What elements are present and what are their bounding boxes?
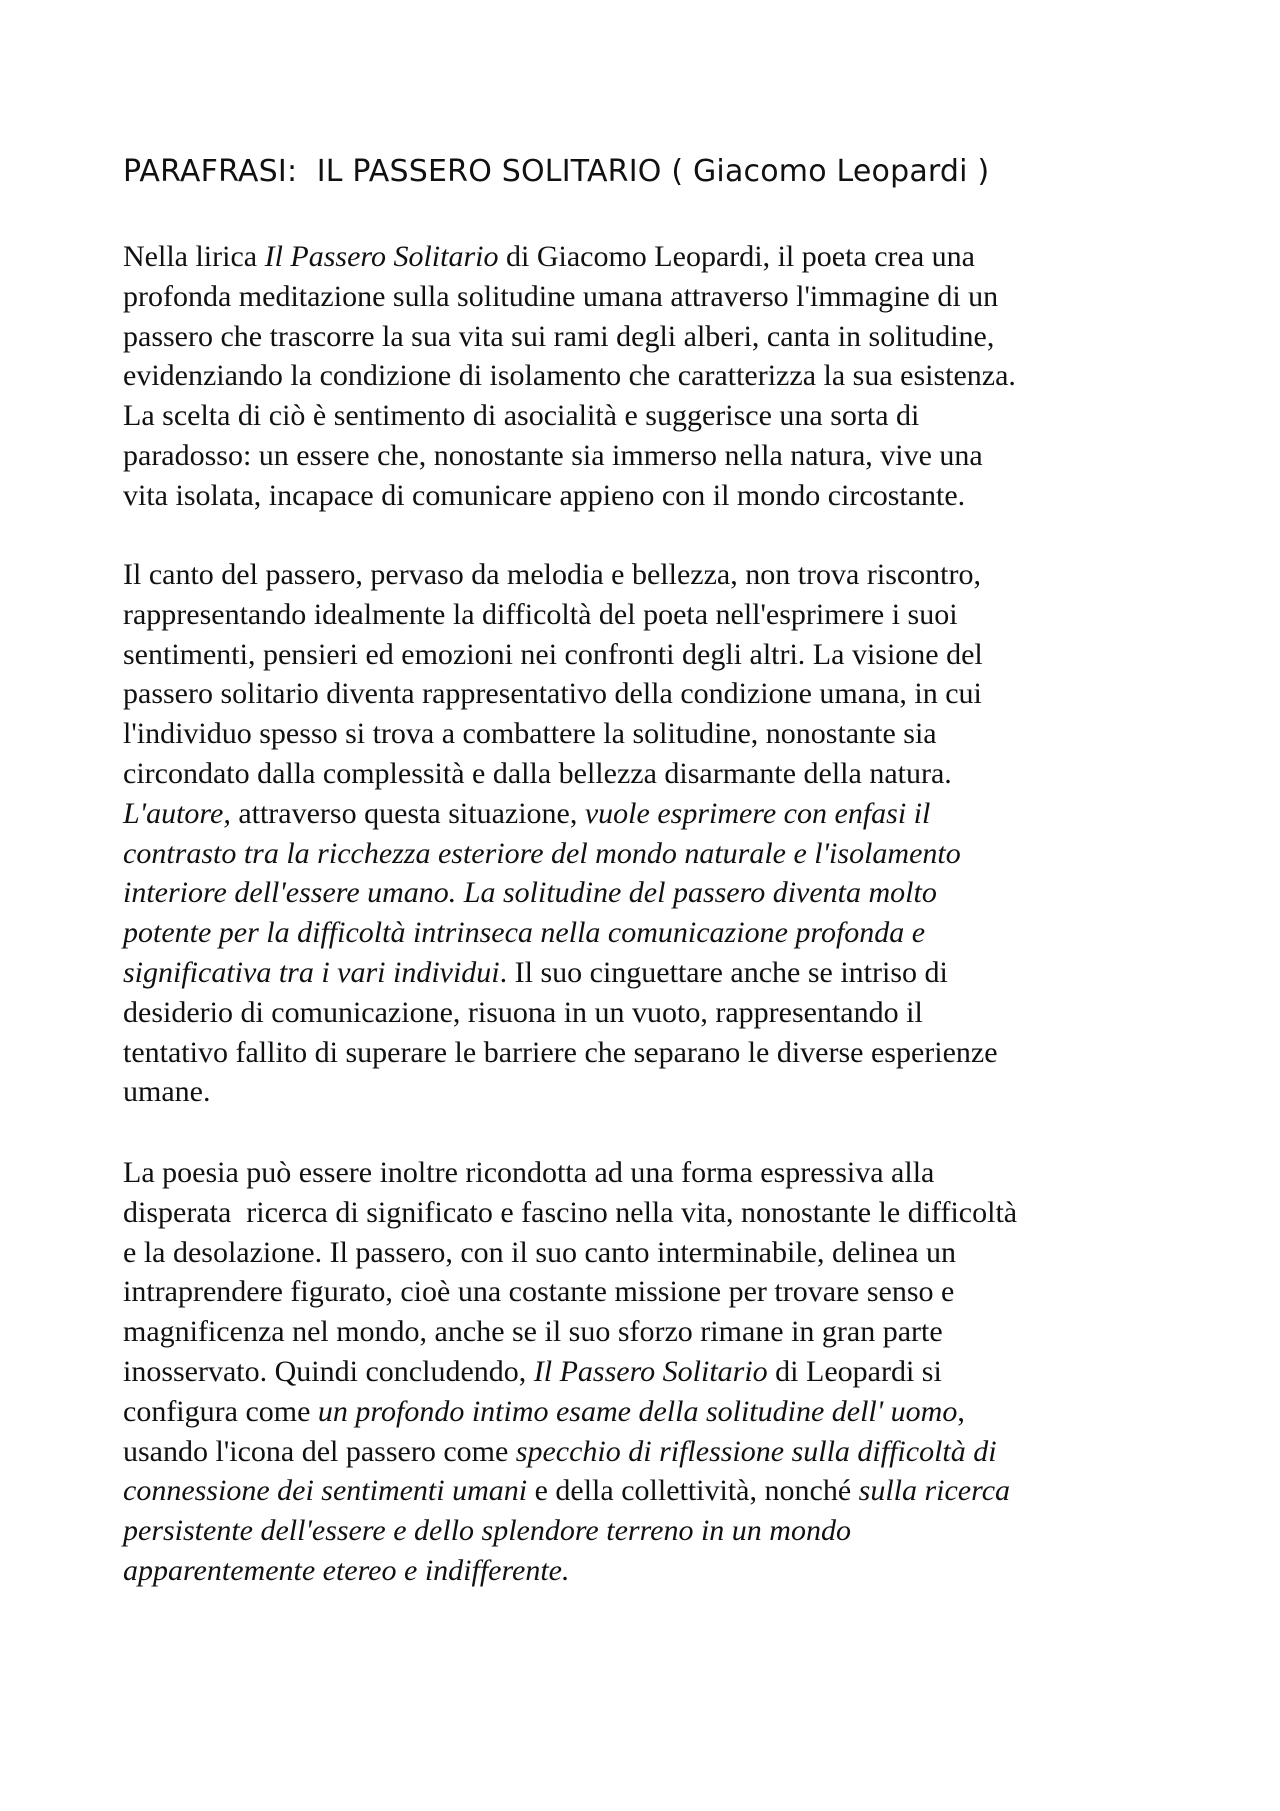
text-run: di Giacomo Leopardi, il poeta crea una: [498, 240, 975, 273]
text-run: La scelta di ciò è sentimento di asocialità e suggerisce una sorta di: [123, 399, 920, 433]
italic-text-run: contrasto tra la ricchezza esteriore del mondo naturale e l'isolamento: [123, 836, 961, 870]
text-line: [123, 1233, 1203, 1273]
text-line: [123, 1153, 1203, 1193]
paragraph: [123, 1153, 1203, 1591]
text-line: [123, 1072, 1203, 1112]
italic-text-run: persistente dell'essere e dello splendore terreno in un mondo: [123, 1514, 851, 1548]
text-line: [123, 277, 1203, 317]
italic-text-run: un profondo intimo esame della solitudine dell' uomo: [317, 1394, 958, 1428]
text-line: [123, 476, 1203, 516]
text-line: [123, 356, 1203, 396]
text-run: . Il suo cinguettare anche se intriso di: [499, 955, 948, 989]
text-run: disperata ricerca di significato e fascino nella vita, nonostante le difficoltà: [123, 1195, 1018, 1229]
text-line: [123, 396, 1203, 436]
text-line: [123, 1471, 1203, 1511]
text-run: l'individuo spesso si trova a combattere la solitudine, nonostante sia: [123, 717, 937, 751]
text-line: [123, 1511, 1203, 1551]
text-run: configura come: [123, 1394, 318, 1428]
italic-text-run: specchio di riflessione sulla difficoltà di: [515, 1434, 997, 1468]
italic-text-run: significativa tra i vari individui: [123, 955, 500, 989]
text-line: [123, 635, 1203, 675]
italic-text-run: potente per la difficoltà intrinseca nella comunicazione profonda e: [123, 916, 926, 950]
text-line: [123, 794, 1203, 834]
text-line: [123, 1392, 1203, 1432]
text-run: attraverso questa situazione,: [230, 796, 585, 830]
text-run: umane.: [123, 1075, 211, 1109]
text-line: [123, 1193, 1203, 1233]
italic-text-run: L'autore,: [123, 796, 231, 830]
text-run: usando l'icona del passero come: [123, 1434, 516, 1468]
text-run: circondato dalla complessità e dalla bellezza disarmante della natura.: [123, 756, 952, 790]
text-run: profonda meditazione sulla solitudine umana attraverso l'immagine di un: [123, 279, 999, 313]
italic-text-run: Il Passero Solitario: [533, 1354, 768, 1388]
italic-text-run: Il Passero Solitario: [264, 240, 499, 273]
text-run: sentimenti, pensieri ed emozioni nei confronti degli altri. La visione del: [123, 637, 983, 671]
text-line: [123, 317, 1203, 357]
text-run: rappresentando idealmente la difficoltà del poeta nell'esprimere i suoi: [123, 597, 958, 631]
text-run: vita isolata, incapace di comunicare appieno con il mondo circostante.: [123, 478, 966, 512]
text-run: ,: [957, 1394, 965, 1428]
text-line: [123, 237, 1203, 277]
text-run: Nella lirica: [123, 240, 265, 273]
text-run: evidenziando la condizione di isolamento che caratterizza la sua esistenza.: [123, 359, 1016, 393]
text-line: [123, 1272, 1203, 1312]
text-run: passero solitario diventa rappresentativo della condizione umana, in cui: [123, 677, 982, 711]
paragraph: [123, 555, 1203, 1112]
text-line: [123, 436, 1203, 476]
italic-text-run: apparentemente etereo e indifferente.: [123, 1553, 570, 1587]
text-run: desiderio di comunicazione, risuona in un vuoto, rappresentando il: [123, 995, 923, 1029]
text-line: [123, 1033, 1203, 1073]
text-run: di Leopardi si: [767, 1354, 942, 1388]
text-run: tentativo fallito di superare le barriere che separano le diverse esperienze: [123, 1035, 998, 1069]
text-run: e della collettività, nonché: [527, 1474, 859, 1508]
text-line: [123, 953, 1203, 993]
paragraph: [123, 237, 1203, 516]
text-line: [123, 1312, 1203, 1352]
text-line: [123, 555, 1203, 595]
text-run: La poesia può essere inoltre ricondotta ad una forma espressiva alla: [123, 1156, 935, 1189]
text-line: [123, 1432, 1203, 1472]
italic-text-run: sulla ricerca: [858, 1474, 1011, 1508]
text-run: passero che trascorre la sua vita sui rami degli alberi, canta in solitudine,: [123, 319, 995, 353]
text-run: inosservato. Quindi concludendo,: [123, 1354, 534, 1388]
text-run: paradosso: un essere che, nonostante sia immerso nella natura, vive una: [123, 438, 983, 472]
text-run: Il canto del passero, pervaso da melodia e bellezza, non trova riscontro,: [123, 558, 982, 591]
text-line: [123, 1352, 1203, 1392]
text-line: [123, 913, 1203, 953]
text-line: [123, 873, 1203, 913]
text-run: intraprendere figurato, cioè una costante missione per trovare senso e: [123, 1275, 955, 1309]
italic-text-run: vuole esprimere con enfasi il: [584, 796, 931, 830]
text-line: [123, 834, 1203, 874]
italic-text-run: connessione dei sentimenti umani: [123, 1474, 528, 1508]
text-line: [123, 1551, 1203, 1591]
text-line: [123, 595, 1203, 635]
text-line: [123, 993, 1203, 1033]
text-run: e la desolazione. Il passero, con il suo canto interminabile, delinea un: [123, 1235, 957, 1269]
text-line: [123, 754, 1203, 794]
italic-text-run: interiore dell'essere umano. La solitudine del passero diventa molto: [123, 876, 937, 910]
text-line: [123, 674, 1203, 714]
text-run: magnificenza nel mondo, anche se il suo sforzo rimane in gran parte: [123, 1315, 943, 1349]
text-line: [123, 714, 1203, 754]
document-title: PARAFRASI: IL PASSERO SOLITARIO ( Giacomo Leopardi ): [123, 154, 990, 189]
